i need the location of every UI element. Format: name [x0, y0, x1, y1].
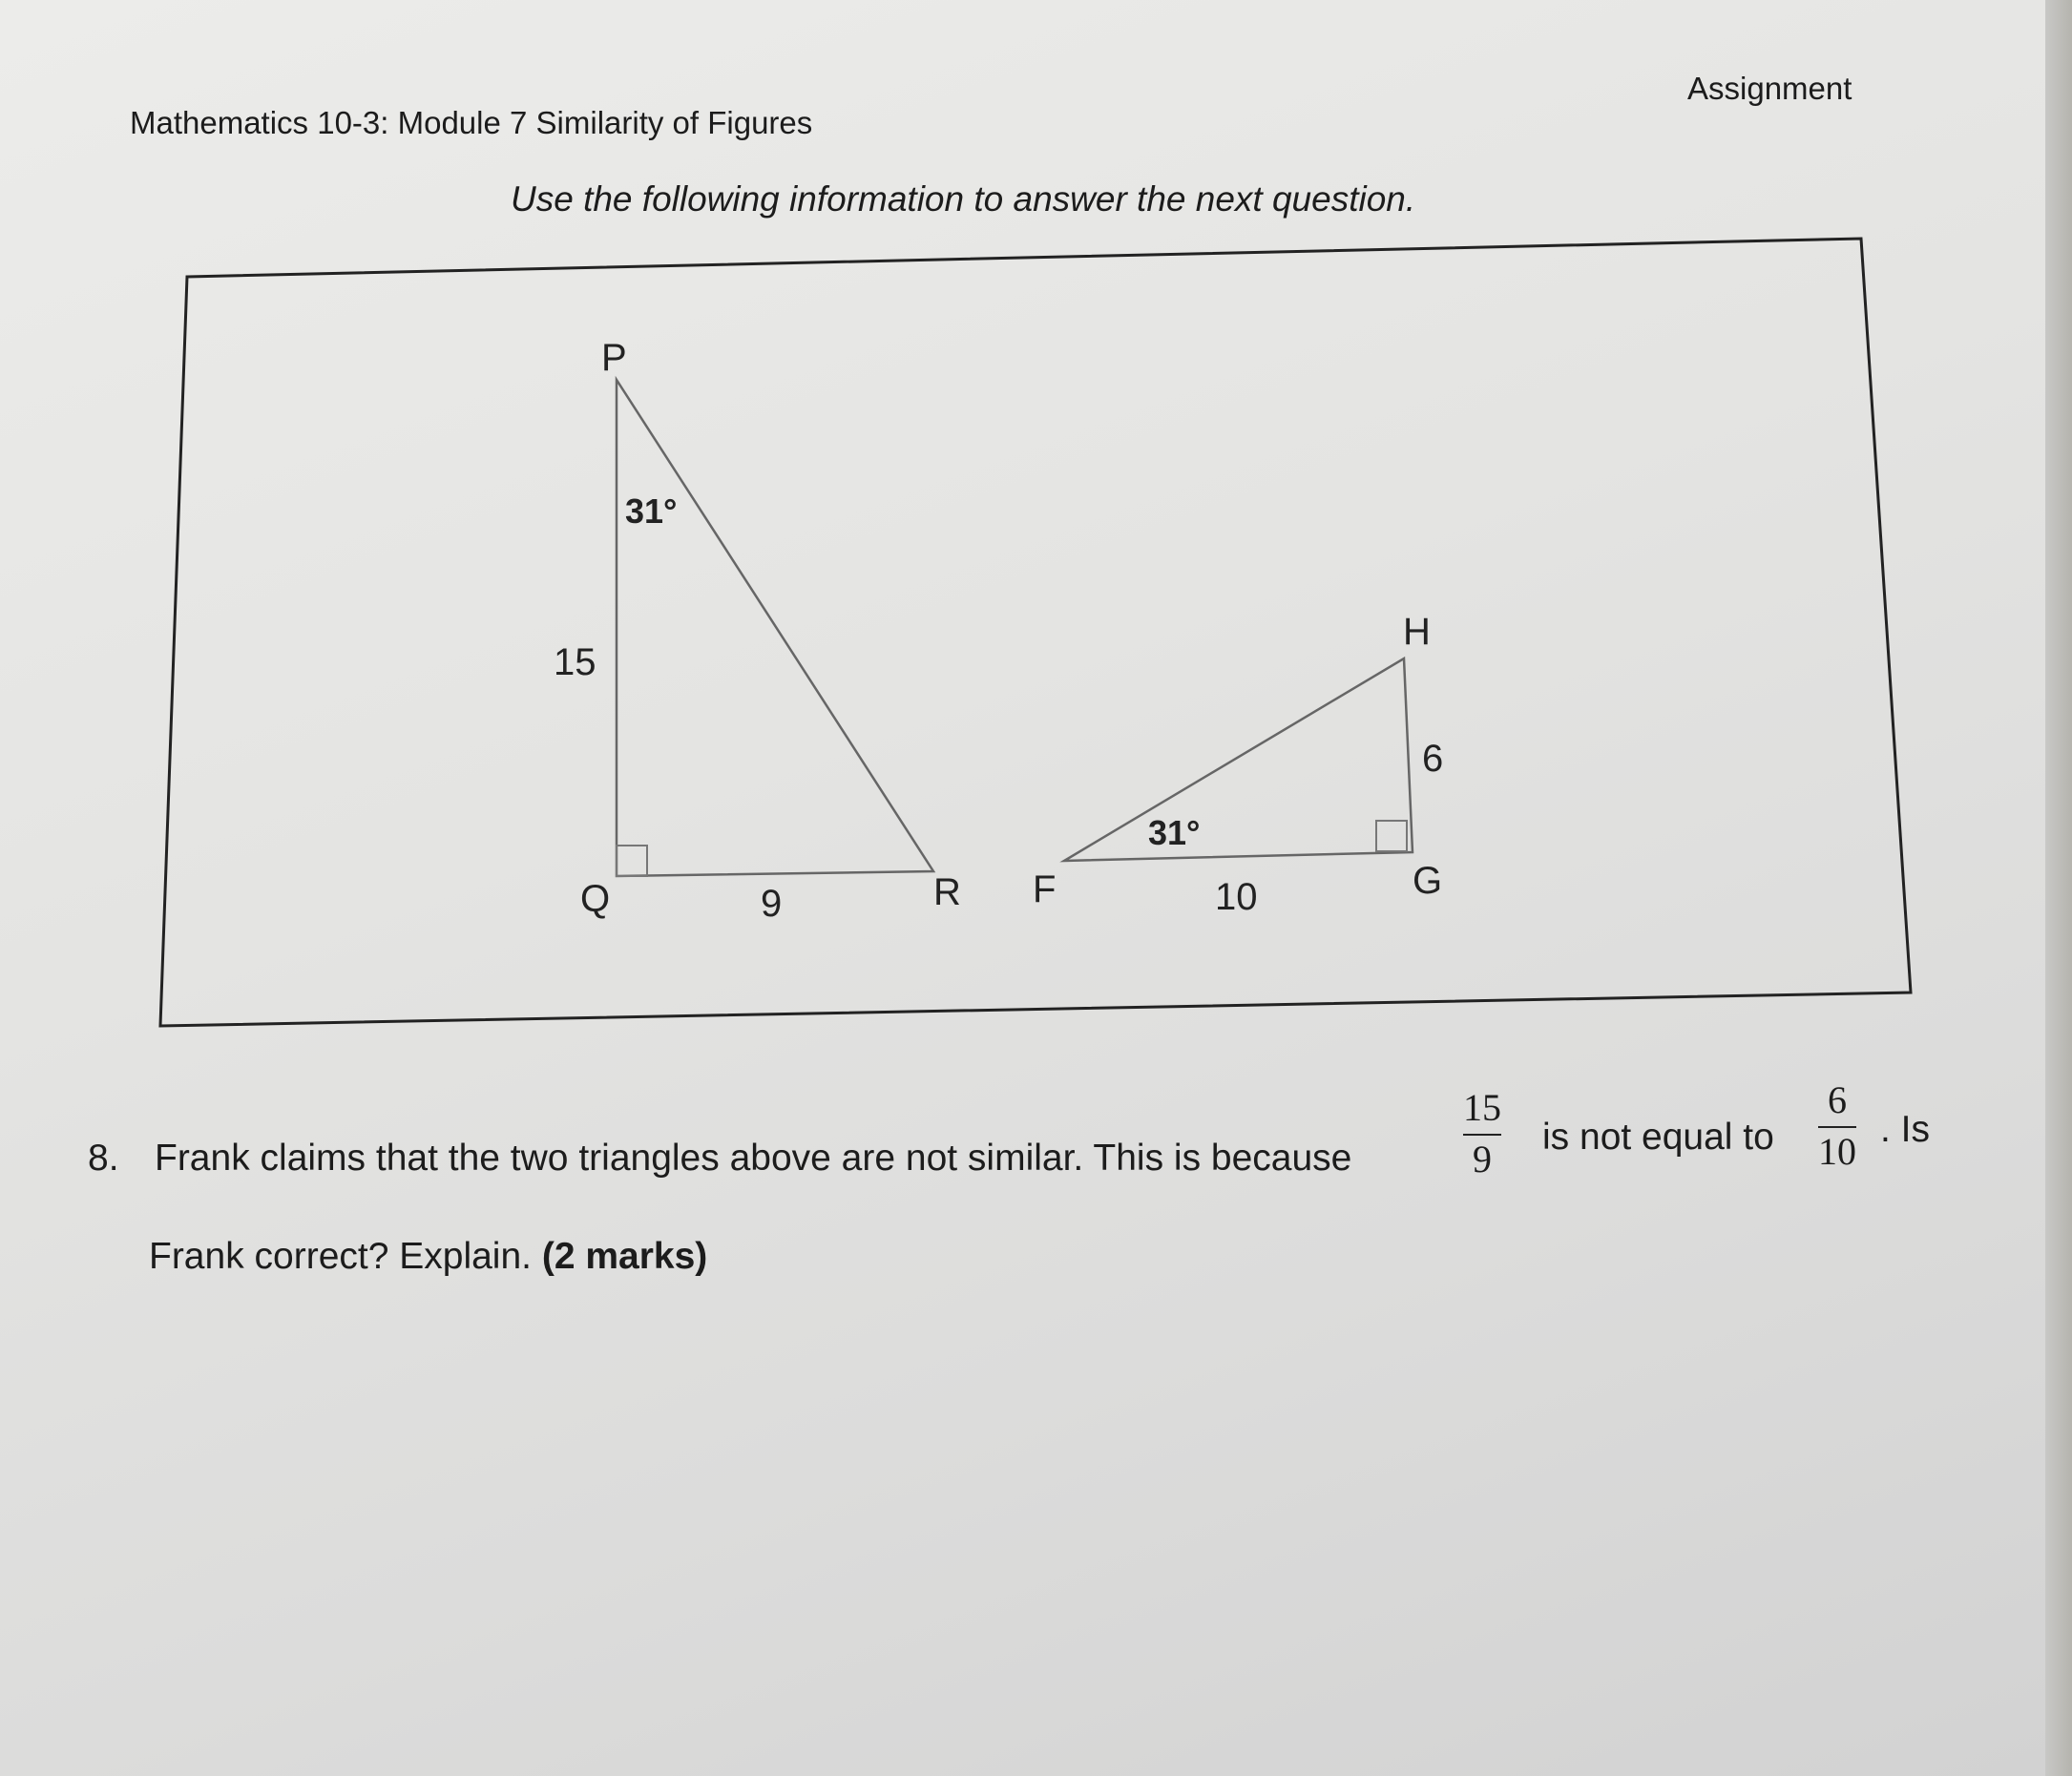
fraction-15-over-9	[1463, 1088, 1501, 1180]
fraction2-denominator: 10	[1818, 1130, 1856, 1173]
question-line2-text: Frank correct? Explain.	[149, 1236, 532, 1277]
course-title: Mathematics 10-3: Module 7 Similarity of Figures	[130, 105, 813, 140]
fraction-6-over-10	[1818, 1080, 1856, 1172]
question-line-2	[149, 1236, 707, 1278]
right-angle-marker-q	[617, 846, 647, 876]
fraction2-numerator: 6	[1828, 1078, 1847, 1121]
vertex-p-label: P	[601, 337, 627, 379]
question-marks: (2 marks)	[541, 1236, 708, 1277]
side-gh-label: 6	[1422, 738, 1444, 780]
fraction1-numerator: 15	[1463, 1086, 1501, 1129]
angle-f-label: 31°	[1148, 813, 1201, 852]
vertex-f-label: F	[1033, 868, 1057, 910]
side-qr-label: 9	[761, 883, 783, 925]
question-text-after: . Is	[1880, 1109, 1931, 1150]
triangle-fgh	[1064, 658, 1413, 861]
fraction1-denominator: 9	[1473, 1138, 1492, 1181]
vertex-q-label: Q	[580, 878, 611, 920]
vertex-h-label: H	[1403, 611, 1431, 653]
assignment-label: Assignment	[1687, 71, 1852, 106]
question-number: 8.	[88, 1138, 119, 1179]
question-line-1	[88, 1138, 1351, 1180]
instruction-text: Use the following information to answer the next question.	[511, 179, 1416, 219]
question-text-middle: is not equal to	[1542, 1117, 1774, 1158]
question-text-before: Frank claims that the two triangles above are not similar. This is because	[155, 1138, 1352, 1179]
side-fg-label: 10	[1215, 876, 1258, 918]
angle-p-label: 31°	[625, 491, 678, 531]
right-angle-marker-g	[1376, 821, 1407, 851]
fraction1-bar	[1463, 1134, 1501, 1136]
vertex-r-label: R	[933, 871, 961, 913]
triangle-pqr	[617, 380, 933, 876]
vertex-g-label: G	[1413, 860, 1443, 902]
fraction2-bar	[1818, 1126, 1856, 1128]
side-pq-label: 15	[554, 641, 596, 683]
